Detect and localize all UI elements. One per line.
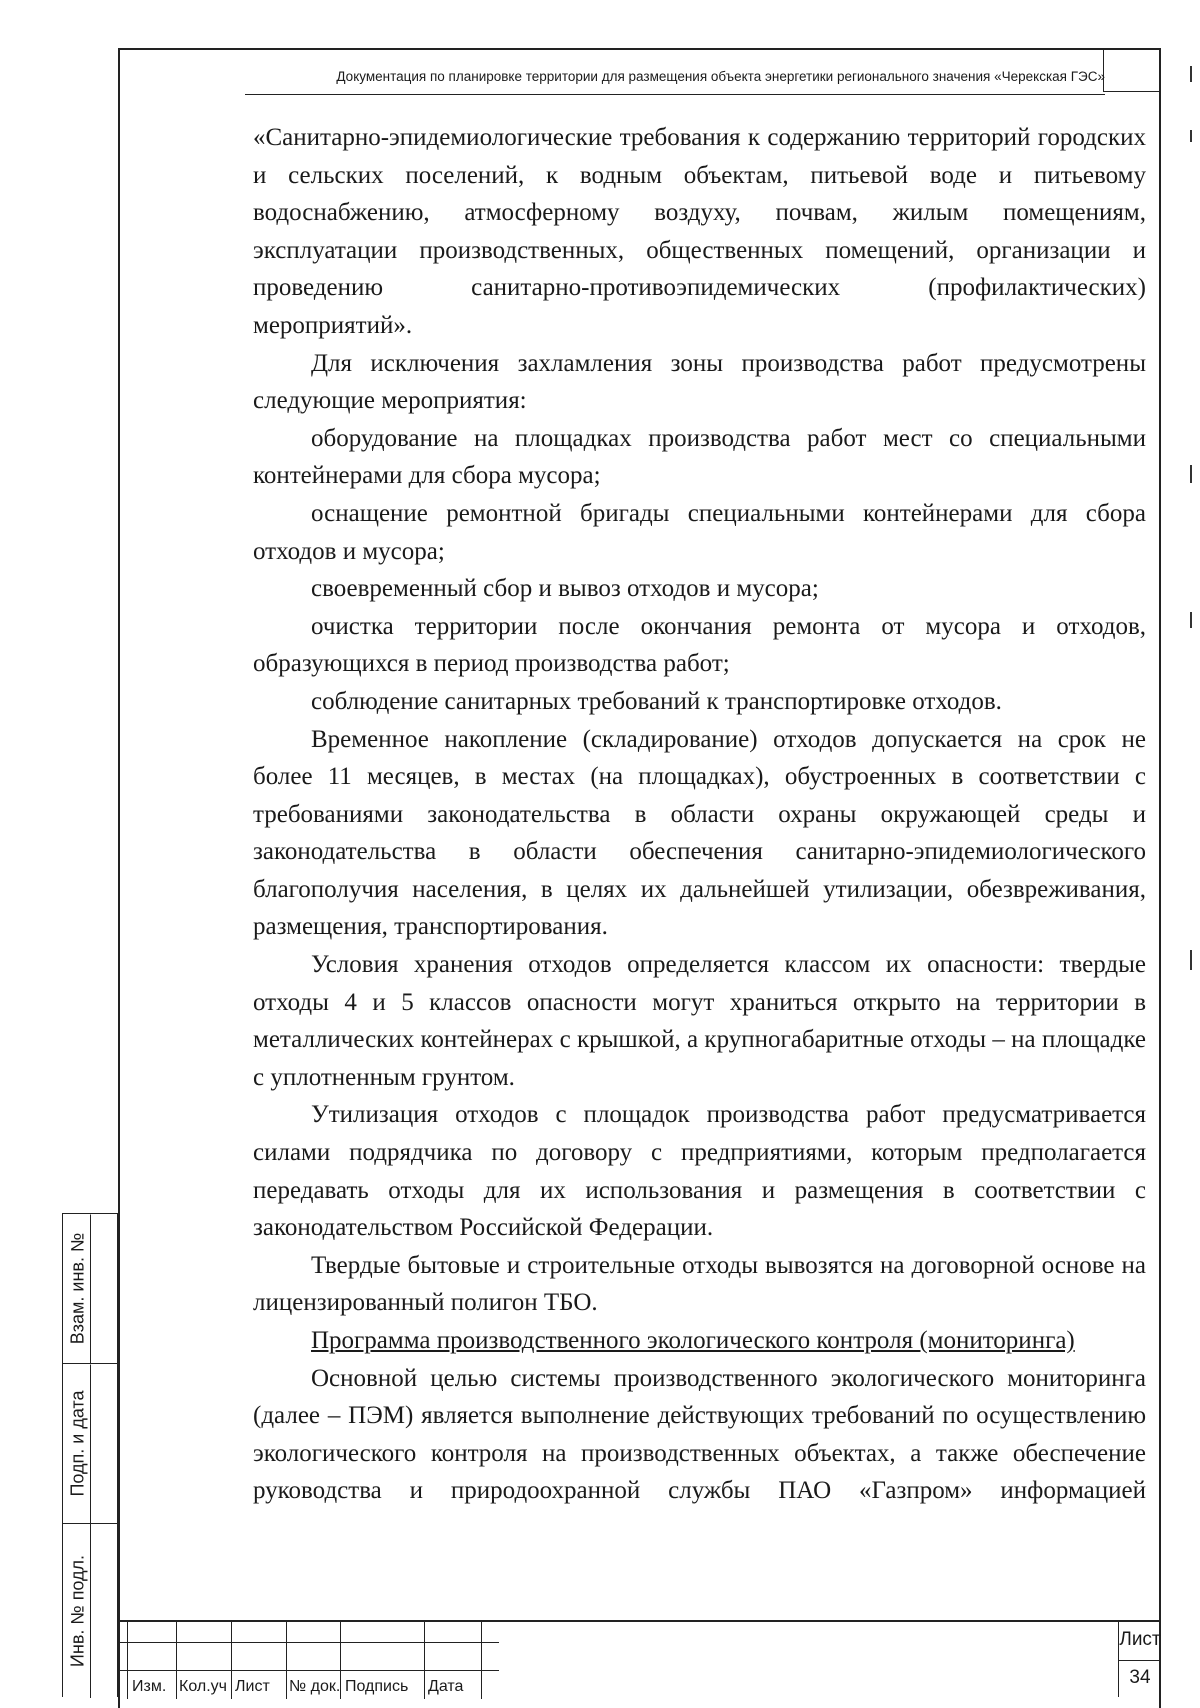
scan-mark (1190, 465, 1192, 483)
stamp-podpis: Подпись (345, 1678, 409, 1695)
stamp-list: Лист (235, 1678, 270, 1695)
header-corner-box (1103, 48, 1161, 92)
paragraph: «Санитарно-эпидемиологические требования к содержанию территорий городских и сельских поселений, к водным объектам, питьевой воде и питьевому водоснабжению, атмосферному воздуху, почвам, жилым помещениям, эксплуатации производственных, общественных помещений, организации и проведению санитарно-противоэпидемических (профилактических) мероприятий». (253, 124, 1146, 339)
paragraph: Условия хранения отходов определяется классом их опасности: твердые отходы 4 и 5 классов опасности могут храниться открыто на территории в металлических контейнерах с крышкой, а крупногабаритные отходы – на площадке с уплотненным грунтом. (253, 951, 1146, 1091)
stamp-cell-podp (63, 1364, 117, 1524)
paragraph: оснащение ремонтной бригады специальными контейнерами для сбора отходов и мусора; (253, 499, 1146, 565)
margin-stamp (62, 1213, 118, 1697)
scan-mark (1190, 612, 1192, 628)
document-header: Документация по планировке территории для размещения объекта энергетики регионального значения «Черекская ГЭС» (245, 66, 1105, 95)
stamp-label-inv: Инв. № подл. (67, 1554, 87, 1668)
scan-mark (1190, 66, 1192, 82)
paragraph: соблюдение санитарных требований к транспортировке отходов. (311, 687, 1002, 715)
scan-mark (1190, 130, 1192, 142)
section-heading: Программа производственного экологического контроля (мониторинга) (311, 1327, 1075, 1354)
stamp-izm: Изм. (132, 1678, 167, 1695)
scan-mark (1190, 950, 1192, 970)
paragraph: своевременный сбор и вывоз отходов и мусора; (311, 575, 819, 603)
title-block-col (118, 1622, 128, 1699)
stamp-cell-vzam (63, 1214, 117, 1364)
paragraph: Твердые бытовые и строительные отходы вывозятся на договорной основе на лицензированный полигон ТБО. (253, 1251, 1146, 1317)
sheet-number: 34 (1129, 1667, 1151, 1688)
paragraph: оборудование на площадках производства работ мест со специальными контейнерами для сбора мусора; (253, 424, 1146, 490)
stamp-ndok: № док. (289, 1678, 341, 1695)
title-block (118, 1620, 1161, 1697)
paragraph: Основной целью системы производственного экологического мониторинга (далее – ПЭМ) является выполнение действующих требований по осуществлению экологического контроля на производственных объектах, а также обеспечение руководства и природоохранной службы ПАО «Газпром» информацией (253, 1364, 1146, 1505)
stamp-label-vzam: Взам. инв. № (67, 1232, 87, 1345)
sheet-label: Лист (1119, 1620, 1161, 1661)
paragraph: Временное накопление (складирование) отходов допускается на срок не более 11 месяцев, в местах (на площадках), обустроенных в соответствии с требованиями законодательства в области охраны окружающей среды и законодательства в области обеспечения санитарно-эпидемиологического благополучия населения, в целях их дальнейшей утилизации, обезвреживания, размещения, транспортирования. (253, 725, 1146, 941)
stamp-cell-inv (63, 1524, 117, 1698)
stamp-data: Дата (428, 1678, 464, 1695)
document-body (253, 119, 1146, 1510)
paragraph: очистка территории после окончания ремонта от мусора и отходов, образующихся в период производства работ; (253, 612, 1146, 678)
stamp-kol: Кол.уч (179, 1678, 227, 1695)
stamp-label-podp: Подп. и дата (67, 1390, 87, 1497)
paragraph: Утилизация отходов с площадок производства работ предусматривается силами подрядчика по договору с предприятиями, которым предполагается передавать отходы для их использования и размещения в соответствии с законодательством Российской Федерации. (253, 1101, 1146, 1242)
sheet-number-box (1118, 1620, 1161, 1697)
paragraph: Для исключения захламления зоны производства работ предусмотрены следующие мероприятия: (253, 349, 1146, 415)
